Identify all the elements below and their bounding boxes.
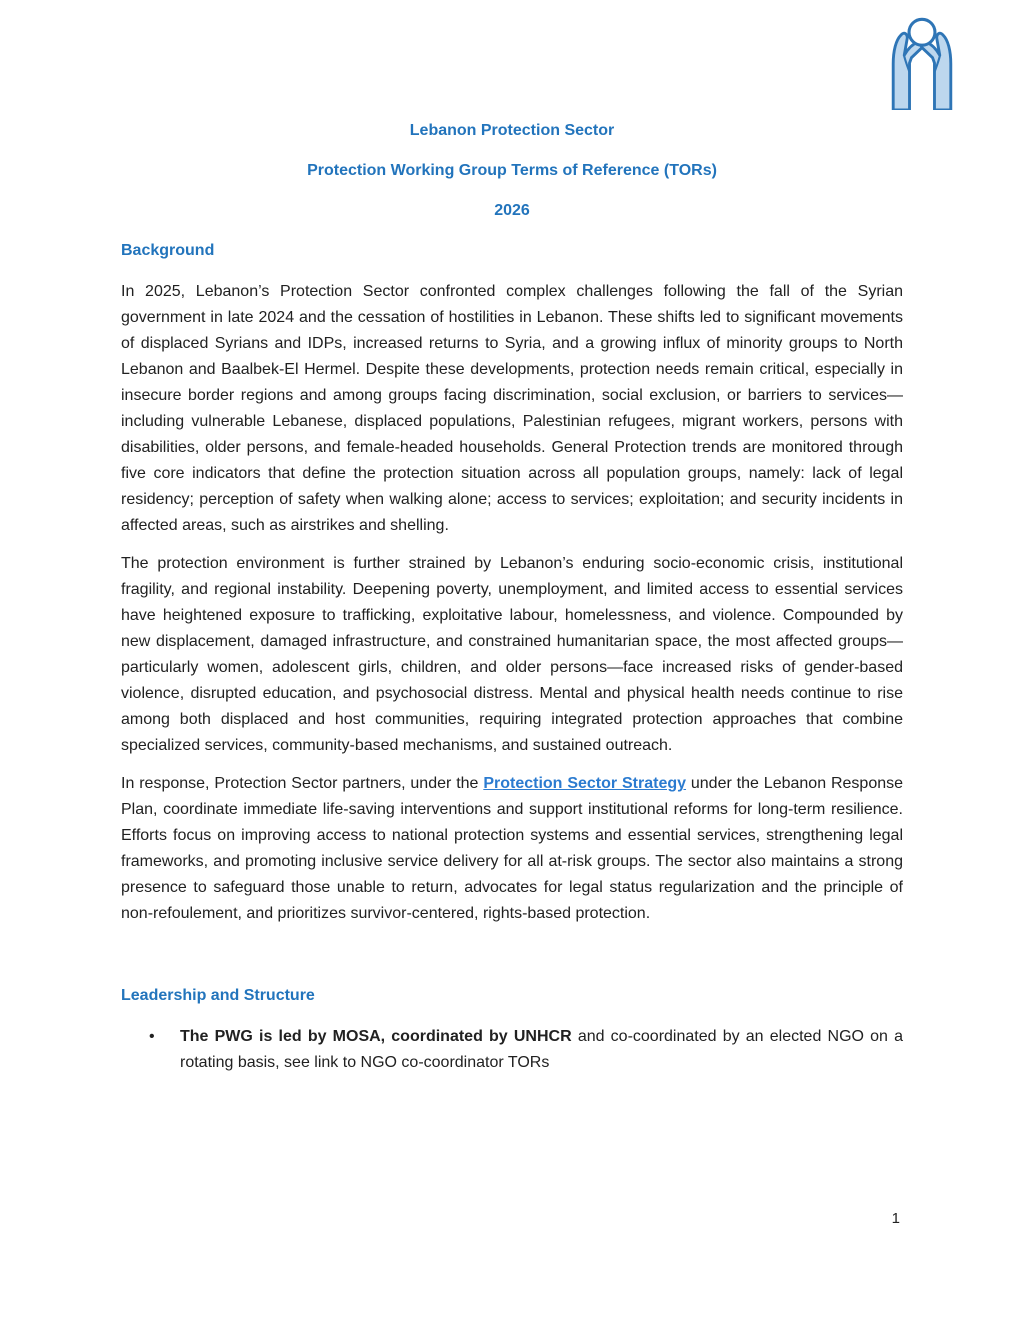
leadership-bullet-list [121, 1024, 903, 1076]
heading-background: Background [121, 242, 215, 259]
protection-sector-strategy-link[interactable]: Protection Sector Strategy [483, 775, 687, 792]
page-number: 1 [891, 1210, 900, 1227]
title-line-2: Protection Working Group Terms of Reference (TORs) [307, 162, 717, 179]
title-block [121, 0, 903, 220]
title-line-1: Lebanon Protection Sector [409, 122, 615, 139]
bullet-bold-segment: The PWG is led by MOSA, coordinated by UNHCR [180, 1028, 572, 1045]
circle-shape [909, 19, 935, 45]
heading-leadership-and-structure: Leadership and Structure [121, 987, 315, 1004]
bullet-regular-segment: and co-coordinated by an elected NGO on a rotating basis, see link to NGO co-coordinator TORs [180, 1028, 903, 1071]
list-item [121, 1024, 903, 1076]
document-content [121, 0, 903, 1076]
title-line-3: 2026 [494, 202, 530, 219]
bullet-icon: • [149, 1028, 155, 1045]
paragraph-3-after-link: under the Lebanon Response Plan, coordinate immediate life-saving interventions and support institutional reforms for long-term resilience. Efforts focus on improving access to national protection systems and essential services, strengthening legal frameworks, and promoting inclusive service delivery for all at-risk groups. The sector also maintains a strong presence to safeguard those unable to return, advocates for legal status regularization and the principle of non-refoulement, and prioritizes survivor-centered, rights-based protection. [121, 775, 904, 922]
bullet-text [180, 1024, 903, 1076]
paragraph-background-1: In 2025, Lebanon’s Protection Sector confronted complex challenges following the fall of the Syrian government in late 2024 and the cessation of hostilities in Lebanon. These shifts led to significant movements of displaced Syrians and IDPs, increased returns to Syria, and a growing influx of minority groups to North Lebanon and Baalbek-El Hermel. Despite these developments, protection needs remain critical, especially in insecure border regions and among groups facing discrimination, social exclusion, or barriers to services—including vulnerable Lebanese, displaced populations, Palestinian refugees, migrant workers, persons with disabilities, older persons, and female-headed households. General Protection trends are monitored through five core indicators that define the protection situation across all population groups, namely: lack of legal residency; perception of safety when walking alone; access to services; exploitation; and security incidents in affected areas, such as airstrikes and shelling. [121, 283, 903, 534]
paragraph-background-2: The protection environment is further strained by Lebanon’s enduring socio-economic crisis, institutional fragility, and regional instability. Deepening poverty, unemployment, and limited access to essential services have heightened exposure to trafficking, exploitative labour, homelessness, and violence. Compounded by new displacement, damaged infrastructure, and constrained humanitarian space, the most affected groups—particularly women, adolescent girls, children, and older persons—face increased risks of gender-based violence, disrupted education, and psychosocial distress. Mental and physical health needs continue to rise among both displaced and host communities, requiring integrated protection approaches that combine specialized services, community-based mechanisms, and sustained outreach. [121, 555, 903, 754]
paragraph-background-3 [121, 771, 903, 927]
paragraph-3-before-link: In response, Protection Sector partners, under the [121, 775, 484, 792]
